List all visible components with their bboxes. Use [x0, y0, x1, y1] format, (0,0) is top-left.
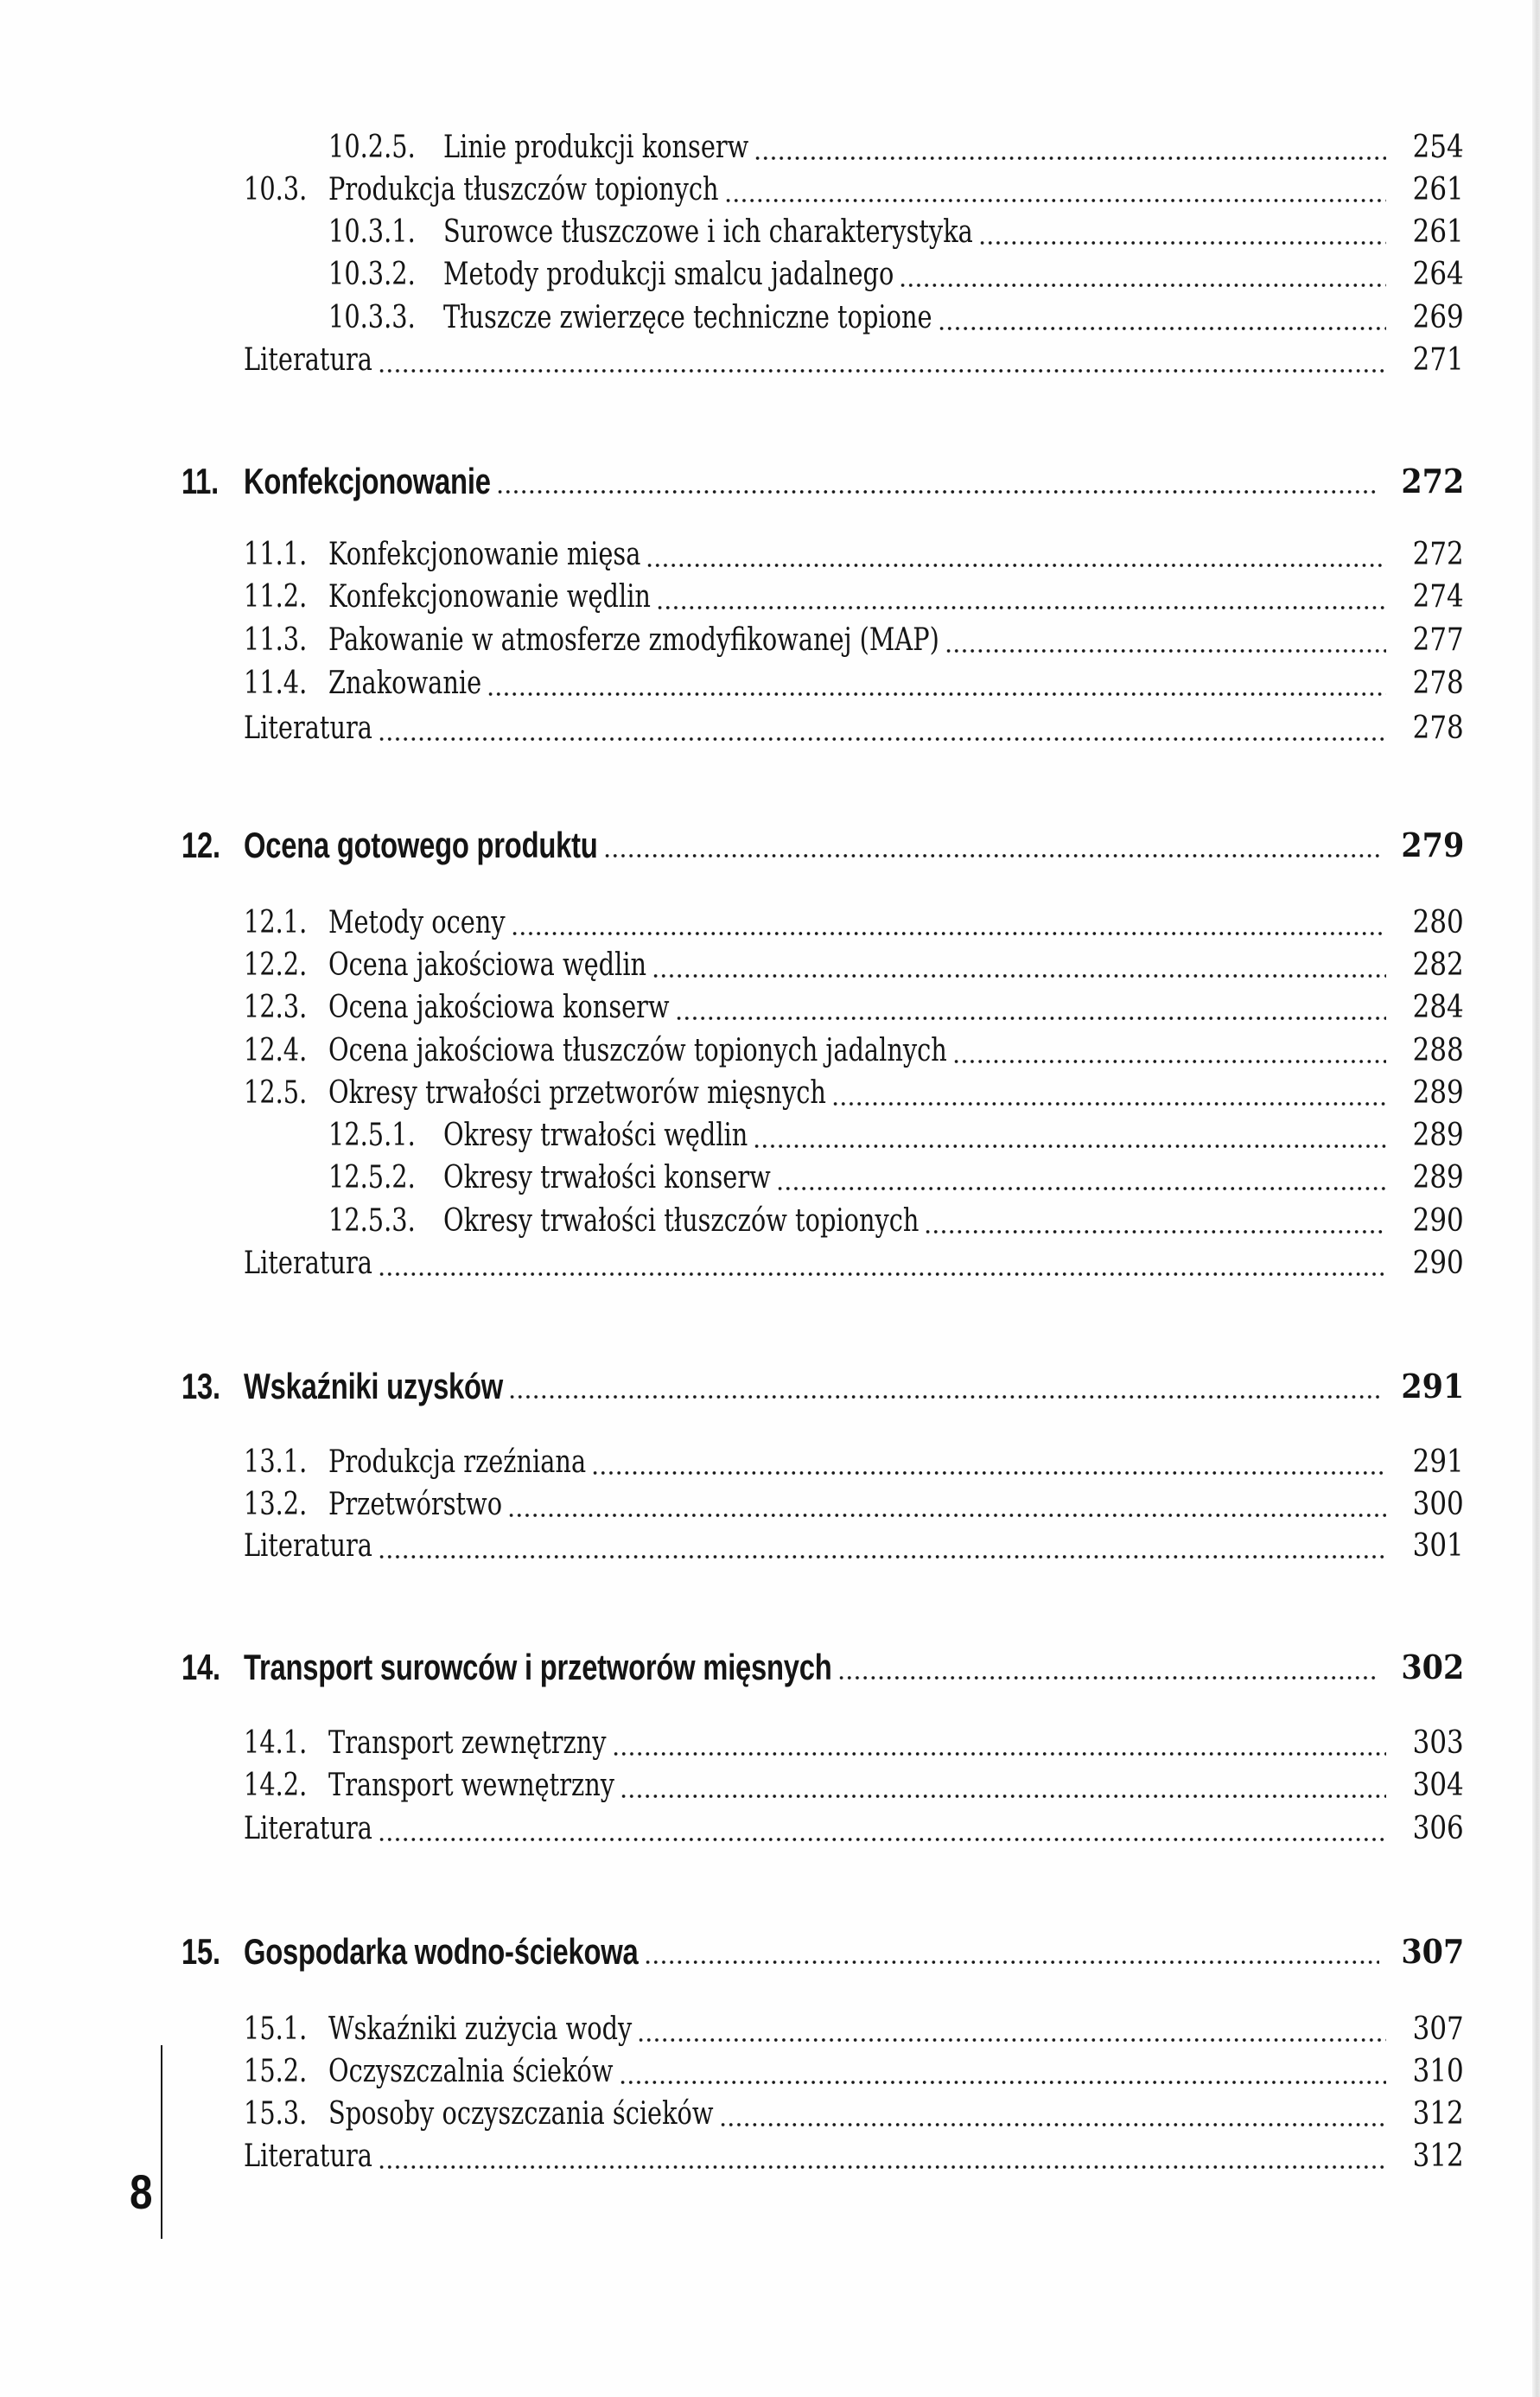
section-title: Metody produkcji smalcu jadalnego: [443, 257, 894, 292]
section-page-number: 288: [1412, 1033, 1464, 1068]
section-page-number: 289: [1412, 1075, 1464, 1111]
toc-entry[interactable]: [0, 576, 1540, 619]
toc-entry[interactable]: [0, 169, 1540, 212]
leader-dots: [724, 169, 1386, 212]
section-title: Literatura: [244, 2139, 372, 2174]
toc-entry[interactable]: [0, 253, 1540, 296]
chapter-number: 14.: [181, 1647, 220, 1687]
leader-dots: [656, 576, 1386, 619]
toc-entry[interactable]: [0, 662, 1540, 705]
section-page-number: 312: [1412, 2096, 1464, 2132]
toc-chapter-heading[interactable]: [0, 1646, 1540, 1689]
section-title: Okresy trwałości konserw: [443, 1160, 771, 1195]
section-number: 13.1.: [244, 1444, 308, 1480]
chapter-page-number: 302: [1401, 1648, 1464, 1686]
chapter-page-number: 307: [1401, 1932, 1464, 1971]
section-title: Produkcja rzeźniana: [328, 1444, 587, 1480]
leader-dots: [378, 2135, 1386, 2178]
section-title: Tłuszcze zwierzęce techniczne topione: [443, 300, 932, 335]
toc-literature-entry[interactable]: [0, 707, 1540, 750]
section-title: Surowce tłuszczowe i ich charakterystyka: [443, 214, 973, 250]
leader-dots: [378, 1807, 1386, 1851]
section-number: 12.5.1.: [328, 1118, 416, 1153]
toc-entry[interactable]: [0, 1764, 1540, 1807]
toc-entry[interactable]: [0, 619, 1540, 662]
toc-entry[interactable]: [0, 533, 1540, 577]
leader-dots: [952, 1030, 1386, 1073]
section-page-number: 306: [1412, 1811, 1464, 1846]
section-page-number: 284: [1412, 990, 1464, 1025]
section-title: Ocena jakościowa wędlin: [328, 947, 647, 983]
chapter-number: 12.: [181, 825, 220, 865]
section-title: Literatura: [244, 1528, 372, 1564]
section-page-number: 291: [1412, 1444, 1464, 1480]
section-title: Konfekcjonowanie mięsa: [328, 537, 641, 572]
leader-dots: [719, 2093, 1386, 2136]
section-title: Sposoby oczyszczania ścieków: [328, 2096, 714, 2132]
section-title: Konfekcjonowanie wędlin: [328, 579, 651, 615]
toc-entry[interactable]: [0, 1441, 1540, 1484]
toc-literature-entry[interactable]: [0, 339, 1540, 382]
section-page-number: 269: [1412, 300, 1464, 335]
section-number: 10.3.3.: [328, 300, 416, 335]
section-page-number: 282: [1412, 947, 1464, 983]
section-page-number: 278: [1412, 711, 1464, 746]
toc-literature-entry[interactable]: [0, 1242, 1540, 1285]
chapter-title: Ocena gotowego produktu: [244, 825, 598, 865]
leader-dots: [619, 2050, 1386, 2094]
toc-chapter-heading[interactable]: [0, 1930, 1540, 1973]
section-title: Linie produkcji konserw: [443, 130, 749, 165]
section-number: 12.5.: [244, 1075, 308, 1111]
toc-entry[interactable]: [0, 986, 1540, 1030]
leader-dots: [753, 1114, 1386, 1157]
leader-dots: [754, 126, 1386, 169]
chapter-number: 11.: [181, 461, 220, 501]
section-page-number: 264: [1412, 257, 1464, 292]
toc-entry[interactable]: [0, 1072, 1540, 1115]
chapter-page-number: 291: [1401, 1367, 1464, 1406]
section-page-number: 310: [1412, 2054, 1464, 2089]
leader-dots: [675, 986, 1386, 1030]
toc-entry[interactable]: [0, 2050, 1540, 2094]
toc-literature-entry[interactable]: [0, 1525, 1540, 1568]
section-title: Znakowanie: [328, 666, 482, 701]
section-number: 10.3.: [244, 172, 308, 207]
section-title: Okresy trwałości tłuszczów topionych: [443, 1203, 920, 1239]
section-number: 12.5.3.: [328, 1203, 416, 1239]
toc-entry[interactable]: [0, 1200, 1540, 1243]
leader-dots: [378, 1525, 1386, 1568]
section-title: Pakowanie w atmosferze zmodyfikowanej (MAP): [328, 622, 939, 658]
toc-entry[interactable]: [0, 1114, 1540, 1157]
leader-dots: [511, 902, 1386, 945]
section-page-number: 289: [1412, 1118, 1464, 1153]
section-title: Ocena jakościowa tłuszczów topionych jadalnych: [328, 1033, 947, 1068]
toc-entry[interactable]: [0, 2093, 1540, 2136]
section-page-number: 261: [1412, 172, 1464, 207]
section-number: 15.3.: [244, 2096, 308, 2132]
section-title: Metody oceny: [328, 905, 506, 940]
toc-chapter-heading[interactable]: [0, 1365, 1540, 1408]
section-title: Okresy trwałości przetworów mięsnych: [328, 1075, 826, 1111]
section-page-number: 271: [1412, 342, 1464, 378]
section-page-number: 280: [1412, 905, 1464, 940]
toc-entry[interactable]: [0, 1030, 1540, 1073]
toc-literature-entry[interactable]: [0, 1807, 1540, 1851]
section-number: 12.5.2.: [328, 1160, 416, 1195]
section-title: Produkcja tłuszczów topionych: [328, 172, 719, 207]
leader-dots: [899, 253, 1386, 296]
leader-dots: [620, 1764, 1386, 1807]
leader-dots: [487, 662, 1386, 705]
section-title: Ocena jakościowa konserw: [328, 990, 670, 1025]
section-title: Literatura: [244, 342, 372, 378]
leader-dots: [776, 1157, 1386, 1200]
leader-dots: [612, 1722, 1386, 1765]
section-title: Literatura: [244, 1246, 372, 1281]
section-page-number: 272: [1412, 537, 1464, 572]
section-title: Transport wewnętrzny: [328, 1768, 615, 1803]
toc-literature-entry[interactable]: [0, 2135, 1540, 2178]
section-title: Wskaźniki zużycia wody: [328, 2011, 633, 2047]
toc-entry[interactable]: [0, 944, 1540, 987]
leader-dots: [637, 2008, 1386, 2051]
section-number: 11.1.: [244, 537, 308, 572]
leader-dots: [603, 824, 1379, 867]
section-page-number: 278: [1412, 666, 1464, 701]
section-page-number: 289: [1412, 1160, 1464, 1195]
section-page-number: 290: [1412, 1203, 1464, 1239]
chapter-title: Gospodarka wodno-ściekowa: [244, 1931, 639, 1972]
toc-entry[interactable]: [0, 126, 1540, 169]
chapter-title: Transport surowców i przetworów mięsnych: [244, 1647, 832, 1687]
section-page-number: 254: [1412, 130, 1464, 165]
section-number: 12.4.: [244, 1033, 308, 1068]
toc-entry[interactable]: [0, 296, 1540, 340]
section-page-number: 307: [1412, 2011, 1464, 2047]
section-number: 14.2.: [244, 1768, 308, 1803]
leader-dots: [978, 211, 1386, 254]
chapter-number: 15.: [181, 1931, 220, 1972]
toc-entry[interactable]: [0, 211, 1540, 254]
section-number: 11.2.: [244, 579, 308, 615]
section-number: 13.2.: [244, 1487, 308, 1522]
toc-entry[interactable]: [0, 2008, 1540, 2051]
section-page-number: 290: [1412, 1246, 1464, 1281]
leader-dots: [644, 1930, 1379, 1973]
section-number: 10.2.5.: [328, 130, 416, 165]
section-page-number: 274: [1412, 579, 1464, 615]
section-page-number: 277: [1412, 622, 1464, 658]
page-number-rule: [161, 2045, 162, 2239]
section-title: Literatura: [244, 711, 372, 746]
leader-dots: [378, 339, 1386, 382]
section-number: 10.3.1.: [328, 214, 416, 250]
leader-dots: [378, 1242, 1386, 1285]
leader-dots: [938, 296, 1386, 340]
leader-dots: [591, 1441, 1386, 1484]
section-page-number: 303: [1412, 1725, 1464, 1761]
page-number: 8: [130, 2164, 153, 2219]
section-number: 15.1.: [244, 2011, 308, 2047]
chapter-title: Wskaźniki uzysków: [244, 1366, 504, 1406]
toc-entry[interactable]: [0, 1157, 1540, 1200]
section-page-number: 312: [1412, 2139, 1464, 2174]
section-number: 12.3.: [244, 990, 308, 1025]
section-number: 12.1.: [244, 905, 308, 940]
section-title: Transport zewnętrzny: [328, 1725, 607, 1761]
section-title: Oczyszczalnia ścieków: [328, 2054, 614, 2089]
toc-entry[interactable]: [0, 902, 1540, 945]
leader-dots: [508, 1365, 1379, 1408]
section-title: Literatura: [244, 1811, 372, 1846]
section-page-number: 300: [1412, 1487, 1464, 1522]
leader-dots: [496, 460, 1379, 503]
leader-dots: [831, 1072, 1386, 1115]
leader-dots: [646, 533, 1386, 577]
section-page-number: 304: [1412, 1768, 1464, 1803]
chapter-page-number: 279: [1401, 826, 1464, 864]
toc-entry[interactable]: [0, 1483, 1540, 1527]
toc-chapter-heading[interactable]: [0, 460, 1540, 503]
toc-chapter-heading[interactable]: [0, 824, 1540, 867]
leader-dots: [652, 944, 1386, 987]
section-number: 10.3.2.: [328, 257, 416, 292]
section-number: 14.1.: [244, 1725, 308, 1761]
section-title: Okresy trwałości wędlin: [443, 1118, 748, 1153]
section-number: 11.3.: [244, 622, 308, 658]
toc-entry[interactable]: [0, 1722, 1540, 1765]
section-number: 11.4.: [244, 666, 308, 701]
leader-dots: [837, 1646, 1379, 1689]
leader-dots: [378, 707, 1386, 750]
chapter-number: 13.: [181, 1366, 220, 1406]
leader-dots: [924, 1200, 1386, 1243]
leader-dots: [507, 1483, 1386, 1527]
section-number: 12.2.: [244, 947, 308, 983]
section-number: 15.2.: [244, 2054, 308, 2089]
chapter-page-number: 272: [1401, 462, 1464, 500]
section-page-number: 261: [1412, 214, 1464, 250]
section-page-number: 301: [1412, 1528, 1464, 1564]
leader-dots: [945, 619, 1386, 662]
section-title: Przetwórstwo: [328, 1487, 503, 1522]
chapter-title: Konfekcjonowanie: [244, 461, 491, 501]
